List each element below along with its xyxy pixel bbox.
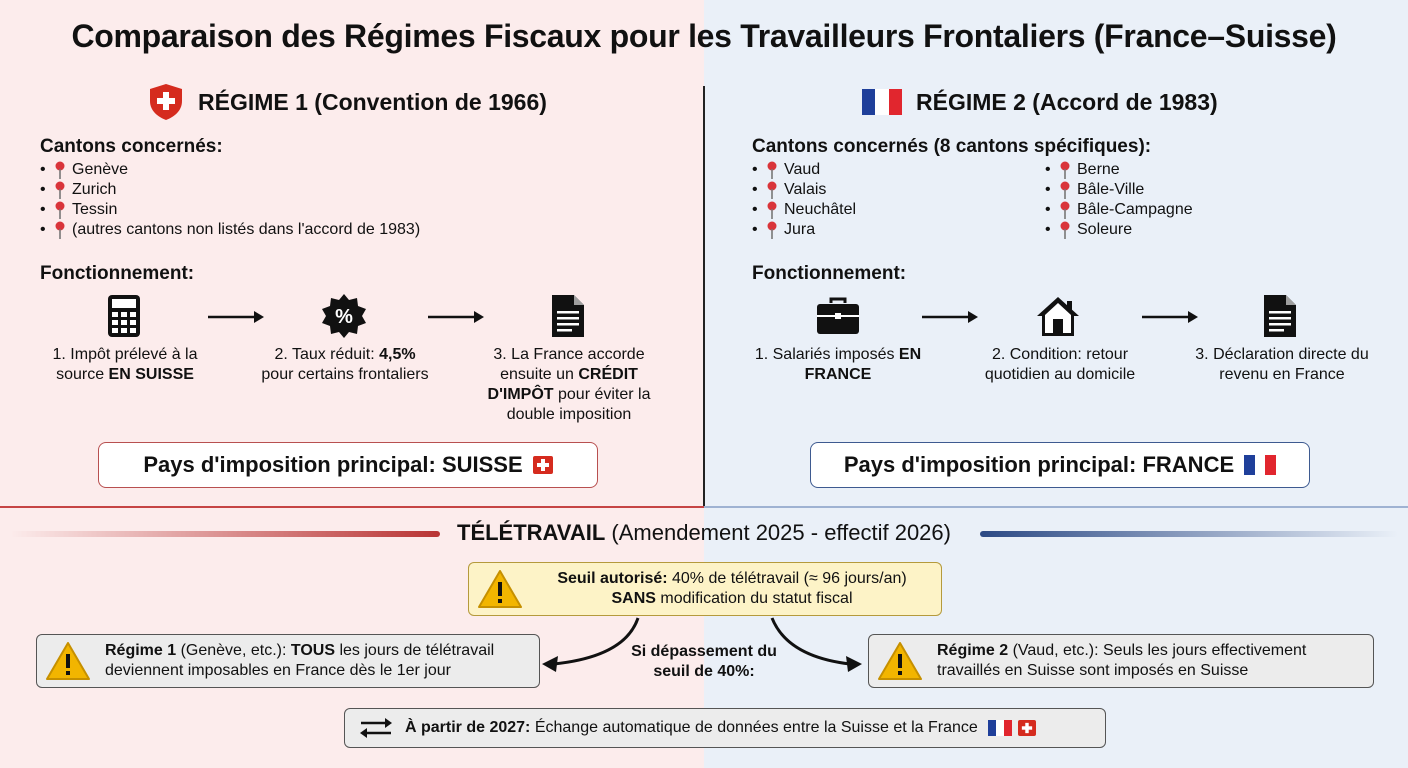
map-pin-icon — [766, 221, 778, 239]
regime2-canton-list-col1 — [752, 160, 856, 240]
section-divider-left — [0, 506, 704, 508]
regime2-step-3: 3. Déclaration directe du revenu en France — [1195, 346, 1369, 383]
document-icon — [542, 292, 594, 340]
list-item: • Bâle-Ville — [1045, 181, 1145, 198]
document-icon — [1254, 292, 1306, 340]
list-item: • Neuchâtel — [752, 201, 857, 218]
list-item: • Zurich — [40, 181, 117, 198]
regime2-func-title: Fonctionnement: — [752, 263, 907, 284]
warning-icon — [877, 641, 923, 681]
threshold-box: Seuil autorisé: 40% de télétravail (≈ 96 jours/an) SANS modification du statut fiscal — [468, 562, 942, 616]
regime2-step-1: 1. Salariés imposés EN FRANCE — [754, 346, 922, 383]
vertical-divider — [703, 86, 705, 506]
regime2-teletravail-box: Régime 2 (Vaud, etc.): Seuls les jours effectivement travaillés en Suisse sont imposés en Suisse — [868, 634, 1374, 688]
regime1-step-2: 2. Taux réduit: 4,5% pour certains frontaliers — [261, 346, 429, 383]
exchange-arrows-icon — [359, 716, 393, 740]
regime2-step-2: 2. Condition: retour quotidien au domicile — [984, 346, 1136, 383]
map-pin-icon — [1059, 161, 1071, 179]
french-flag-icon — [1244, 455, 1276, 475]
regime1-step-3: 3. La France accorde ensuite un CRÉDIT D'IMPÔT pour éviter la double imposition — [487, 346, 651, 423]
map-pin-icon — [1059, 201, 1071, 219]
page-title: Comparaison des Régimes Fiscaux pour les Travailleurs Frontaliers (France–Suisse) — [71, 18, 1337, 54]
exceed-label: Si dépassement du seuil de 40%: — [631, 643, 777, 680]
percent-badge-icon — [318, 292, 370, 340]
map-pin-icon — [54, 221, 66, 239]
briefcase-icon — [812, 292, 864, 340]
map-pin-icon — [766, 181, 778, 199]
regime1-cantons-title: Cantons concernés: — [40, 136, 223, 157]
french-flag-icon — [988, 720, 1012, 736]
regime2-cantons-title: Cantons concernés (8 cantons spécifiques): — [752, 136, 1152, 157]
data-exchange-box: À partir de 2027: Échange automatique de données entre la Suisse et la France — [344, 708, 1106, 748]
swiss-flag-icon — [1018, 720, 1036, 736]
svg-text:%: % — [335, 306, 353, 328]
swiss-flag-icon — [533, 456, 553, 474]
french-flag-icon — [862, 89, 902, 115]
list-item: • Valais — [752, 181, 827, 198]
map-pin-icon — [54, 161, 66, 179]
regime1-canton-list — [40, 160, 420, 240]
regime1-teletravail-box: Régime 1 (Genève, etc.): TOUS les jours de télétravail deviennent imposables en France dès le 1er jour — [36, 634, 540, 688]
list-item: • Soleure — [1045, 221, 1133, 238]
map-pin-icon — [54, 181, 66, 199]
list-item: • (autres cantons non listés dans l'accord de 1983) — [40, 221, 421, 238]
regime2-header — [862, 84, 1218, 120]
regime1-country-box: Pays d'imposition principal: SUISSE — [98, 442, 598, 488]
map-pin-icon — [766, 201, 778, 219]
map-pin-icon — [766, 161, 778, 179]
regime1-step-1: 1. Impôt prélevé à la source EN SUISSE — [52, 346, 198, 383]
regime1-title: RÉGIME 1 (Convention de 1966) — [198, 88, 547, 115]
section-divider-right — [704, 506, 1408, 508]
teletravail-title: TÉLÉTRAVAIL (Amendement 2025 - effectif 2026) — [457, 520, 951, 545]
list-item: • Tessin — [40, 201, 118, 218]
calculator-icon — [98, 292, 150, 340]
arrow-right-icon — [922, 310, 978, 324]
regime1-func-title: Fonctionnement: — [40, 263, 195, 284]
list-item: • Vaud — [752, 161, 821, 178]
list-item: • Genève — [40, 161, 129, 178]
arrow-right-icon — [1142, 310, 1198, 324]
regime2-title: RÉGIME 2 (Accord de 1983) — [916, 88, 1218, 115]
list-item: • Bâle-Campagne — [1045, 201, 1193, 218]
list-item: • Jura — [752, 221, 816, 238]
swiss-shield-icon — [148, 83, 184, 121]
map-pin-icon — [54, 201, 66, 219]
arrow-right-icon — [208, 310, 264, 324]
house-icon — [1032, 292, 1084, 340]
list-item: • Berne — [1045, 161, 1120, 178]
arrow-right-icon — [428, 310, 484, 324]
map-pin-icon — [1059, 221, 1071, 239]
map-pin-icon — [1059, 181, 1071, 199]
regime2-country-box: Pays d'imposition principal: FRANCE — [810, 442, 1310, 488]
warning-icon — [45, 641, 91, 681]
regime2-canton-list-col2 — [1045, 160, 1193, 240]
regime1-header — [148, 84, 547, 120]
warning-icon — [477, 569, 523, 609]
